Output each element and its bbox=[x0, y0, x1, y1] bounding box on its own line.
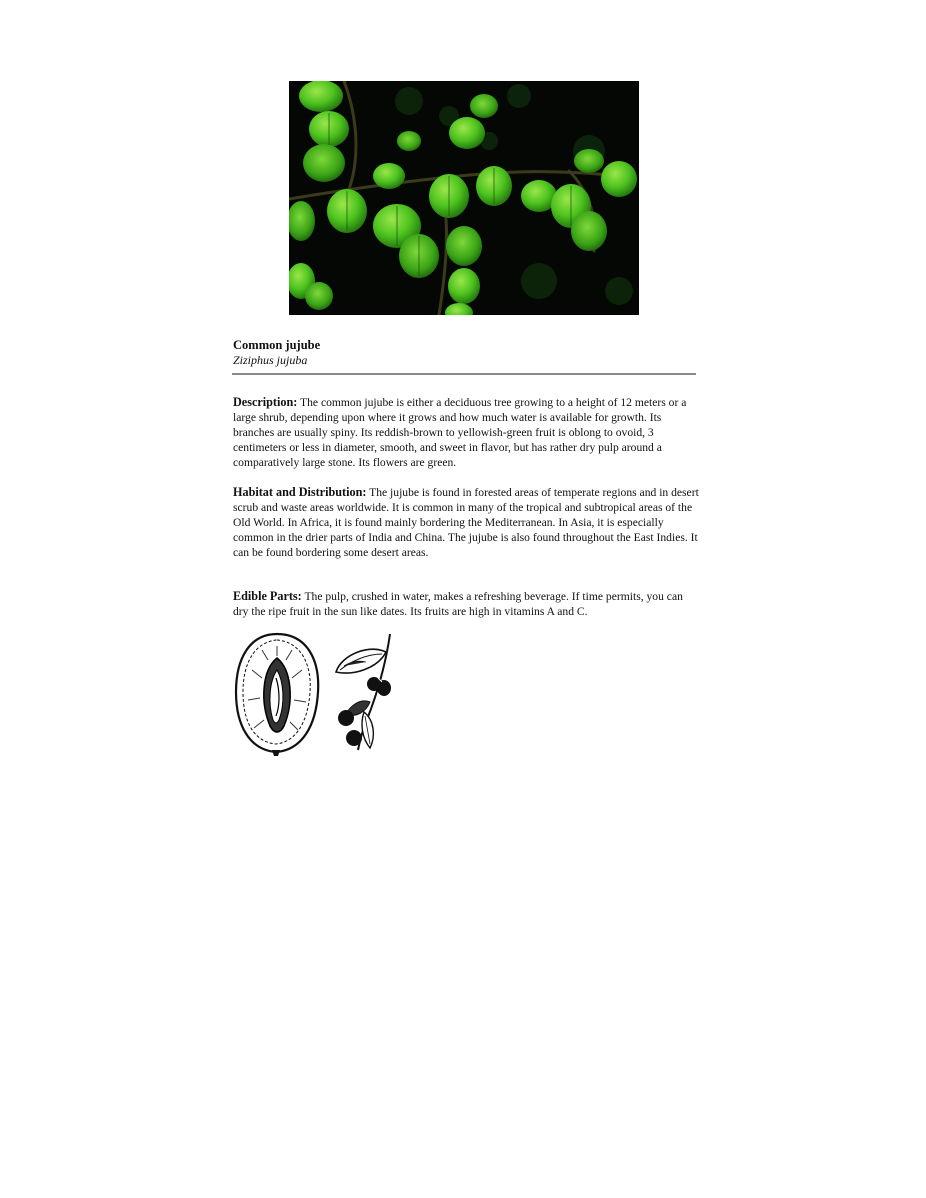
scientific-name: Ziziphus jujuba bbox=[233, 353, 308, 367]
edible-heading: Edible Parts: bbox=[233, 589, 302, 603]
jujube-photo bbox=[289, 81, 639, 315]
edible-paragraph bbox=[233, 589, 699, 619]
habitat-text: The jujube is found in forested areas of temperate regions and in desert scrub and waste areas worldwide. It is common in many of the tropical and subtropical areas of the Old World. In Africa, it is found mainly bordering the Mediterranean. In Asia, it is especially common in the drier parts of India and China. The jujube is also found throughout the East Indies. It can be found bordering some desert areas. bbox=[233, 486, 699, 559]
habitat-heading: Habitat and Distribution: bbox=[233, 485, 367, 499]
fruiting-branch-sketch bbox=[330, 632, 396, 752]
description-heading: Description: bbox=[233, 395, 298, 409]
description-text: The common jujube is either a deciduous tree growing to a height of 12 meters or a large shrub, depending upon where it grows and how much water is available for growth. Its branches are usually spiny. Its reddish-brown to yellowish-green fruit is oblong to ovoid, 3 centimeters or less in diameter, smooth, and sweet in flavor, but has rather dry pulp around a comparatively large stone. Its flowers are green. bbox=[233, 396, 687, 469]
plant-title-block bbox=[233, 338, 695, 367]
habitat-paragraph bbox=[233, 485, 699, 560]
edible-text: The pulp, crushed in water, makes a refreshing beverage. If time permits, you can dry the ripe fruit in the sun like dates. Its fruits are high in vitamins A and C. bbox=[233, 590, 683, 618]
common-name: Common jujube bbox=[233, 338, 321, 352]
fruit-cross-section-sketch bbox=[232, 630, 322, 756]
section-divider bbox=[232, 373, 696, 375]
description-paragraph bbox=[233, 395, 699, 470]
jujube-photo-graphic bbox=[289, 81, 639, 315]
